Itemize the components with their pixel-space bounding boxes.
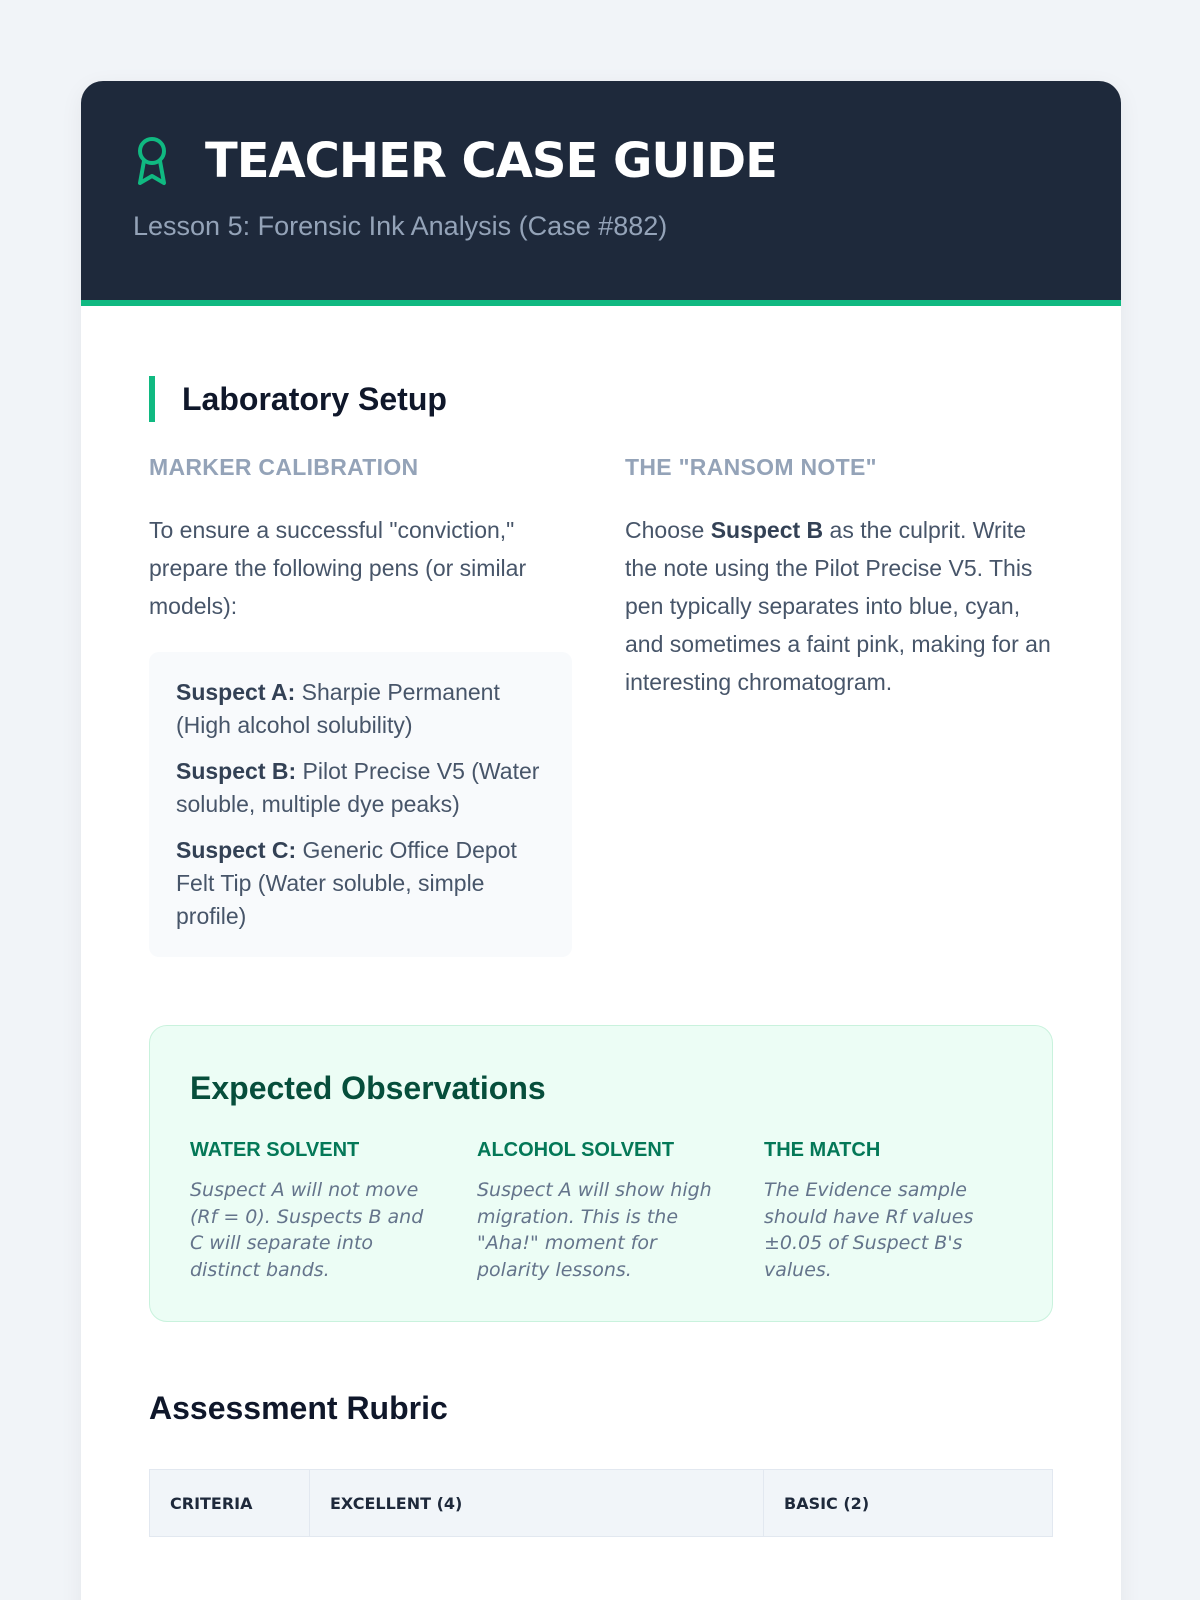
rubric-header-row: [150, 1470, 1053, 1537]
ransom-note-text: [625, 511, 1053, 701]
pen-description: Sharpie Permanent (High alcohol solubility): [176, 679, 500, 738]
ransom-note-label: THE "RANSOM NOTE": [625, 454, 877, 480]
rubric-header-basic: BASIC (2): [764, 1470, 1053, 1537]
pen-description: Pilot Precise V5 (Water soluble, multiple dye peaks): [176, 758, 540, 817]
observation-label: ALCOHOL SOLVENT: [477, 1139, 675, 1161]
pen-item-suspect-c: [176, 834, 546, 933]
observations-columns: [190, 1133, 1012, 1283]
observation-text: Suspect A will not move (Rf = 0). Suspects B and C will separate into distinct bands.: [190, 1179, 424, 1281]
award-icon: [133, 136, 171, 186]
observation-text: Suspect A will show high migration. This is the "Aha!" moment for polarity lessons.: [477, 1179, 712, 1281]
ransom-text-after: as the culprit. Write the note using the Pilot Precise V5. This pen typically separates into blue, cyan, and sometimes a faint pink, making for an interesting chromatogram.: [625, 517, 1051, 695]
pen-description: Generic Office Depot Felt Tip (Water soluble, simple profile): [176, 837, 517, 929]
header: [81, 81, 1121, 306]
rubric-table: [149, 1469, 1053, 1537]
ransom-culprit: Suspect B: [710, 517, 824, 543]
page-subtitle: Lesson 5: Forensic Ink Analysis (Case #882): [133, 211, 668, 241]
marker-calibration-label: MARKER CALIBRATION: [149, 454, 419, 480]
observation-text: The Evidence sample should have Rf values ±0.05 of Suspect B's values.: [764, 1179, 974, 1281]
pen-suspect-name: Suspect C:: [176, 837, 297, 863]
rubric-title: Assessment Rubric: [149, 1390, 448, 1426]
section-heading-setup: [149, 376, 1053, 422]
observation-water-solvent: [190, 1133, 428, 1283]
title-row: [133, 133, 1121, 189]
marker-calibration: [149, 446, 572, 957]
section-title-setup: Laboratory Setup: [182, 380, 447, 417]
setup-columns: [149, 446, 1053, 957]
observation-alcohol-solvent: [477, 1133, 715, 1283]
rubric-header-excellent: EXCELLENT (4): [310, 1470, 764, 1537]
observation-label: THE MATCH: [764, 1139, 881, 1161]
section-accent-bar: [149, 376, 155, 422]
page-title: TEACHER CASE GUIDE: [205, 133, 777, 189]
pen-list: [149, 652, 572, 957]
pen-suspect-name: Suspect B:: [176, 758, 297, 784]
case-guide-card: [81, 81, 1121, 1600]
content: [81, 306, 1121, 1537]
rubric-header-criteria: CRITERIA: [150, 1470, 310, 1537]
observations-title: Expected Observations: [190, 1070, 546, 1106]
pen-item-suspect-b: [176, 755, 546, 821]
expected-observations-panel: [149, 1025, 1053, 1322]
pen-item-suspect-a: [176, 676, 546, 742]
observation-the-match: [764, 1133, 1002, 1283]
calibration-intro: To ensure a successful "conviction," prepare the following pens (or similar models):: [149, 517, 527, 619]
observation-label: WATER SOLVENT: [190, 1139, 360, 1161]
ransom-note: [625, 446, 1053, 957]
ransom-text-before: Choose: [625, 517, 711, 543]
pen-suspect-name: Suspect A:: [176, 679, 296, 705]
